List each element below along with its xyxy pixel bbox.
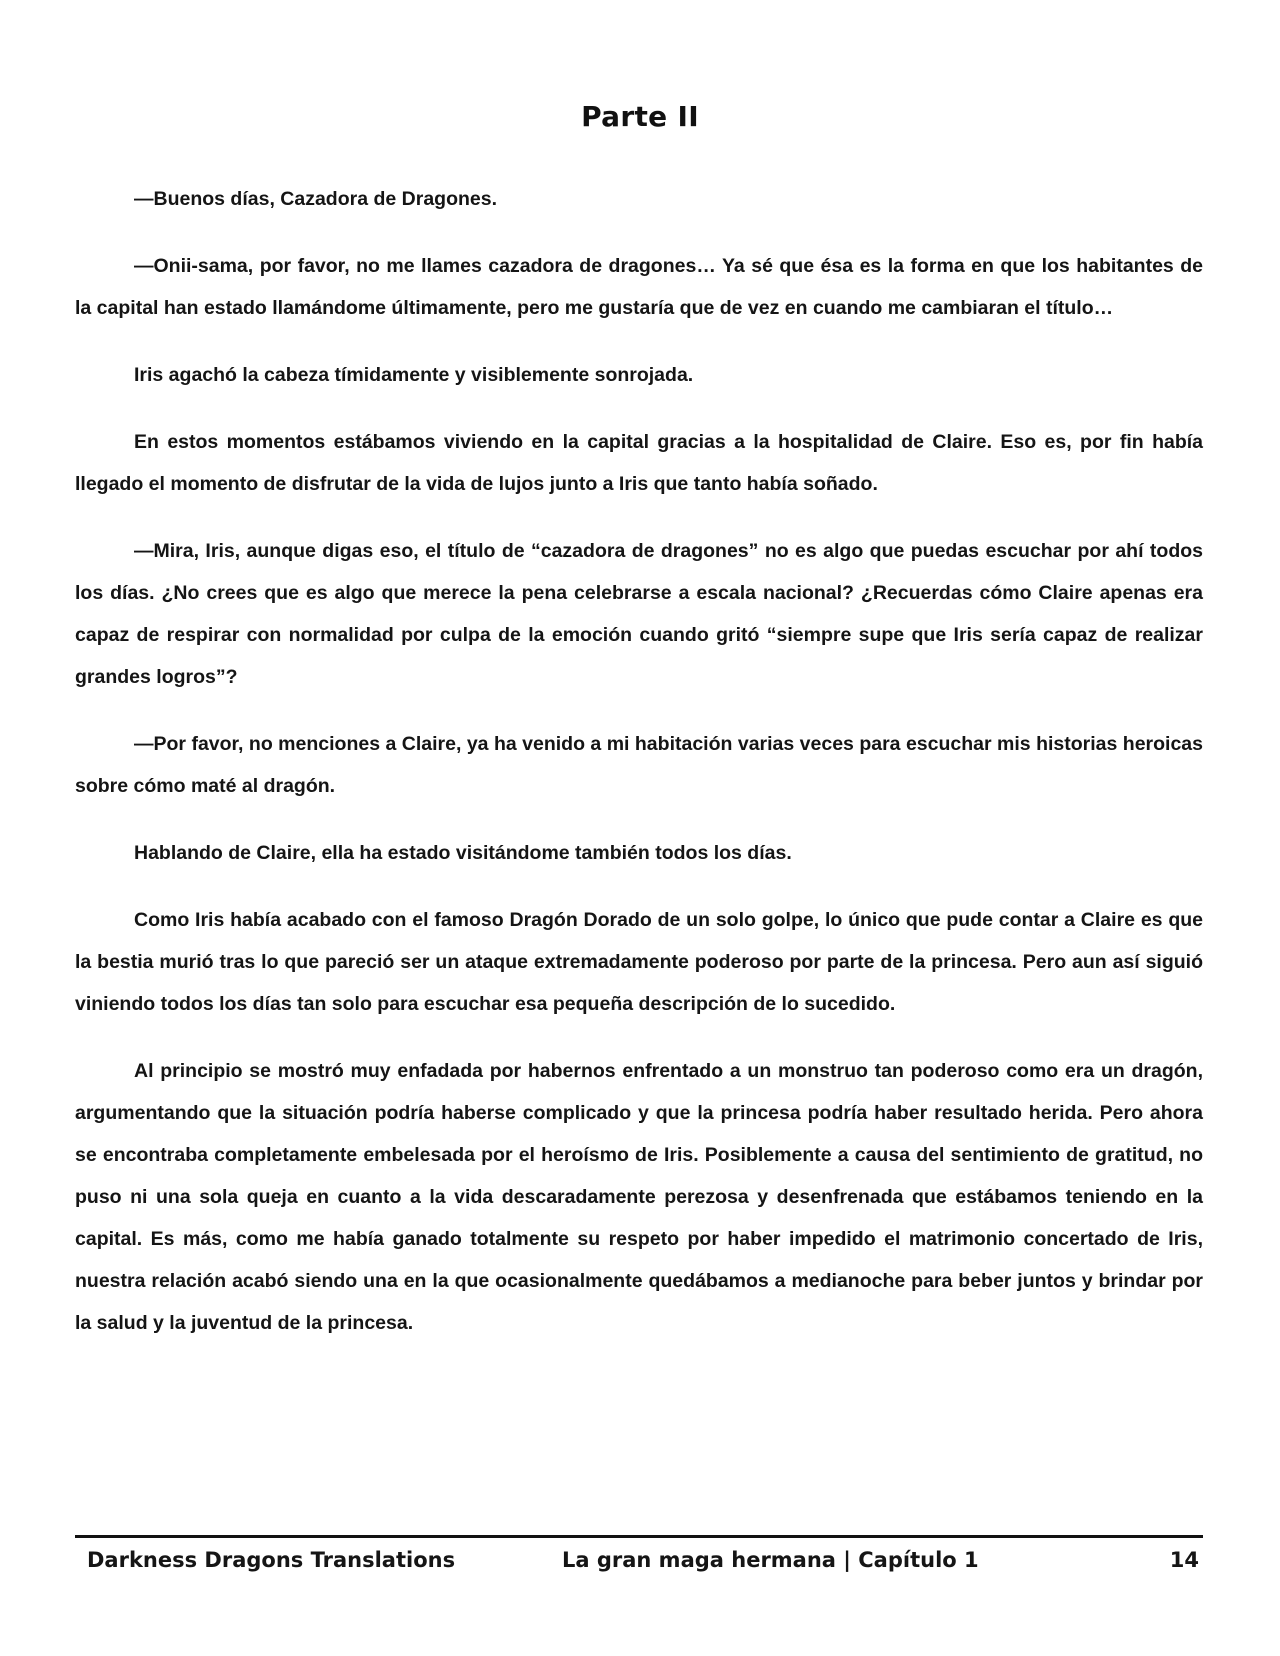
body-text [75,178,1203,1369]
paragraph-3: Iris agachó la cabeza tímidamente y visiblemente sonrojada. [134,364,694,386]
paragraph-9: Al principio se mostró muy enfadada por habernos enfrentado a un monstruo tan poderoso como era un dragón, argumentando que la situación podría haberse complicado y que la princesa podría haber resultado herida. Pero ahora se encontraba completamente embelesada por el heroísmo de Iris. Posiblemente a causa del sentimiento de gratitud, no puso ni una sola queja en cuanto a la vida descaradamente perezosa y desenfrenada que estábamos teniendo en la capital. Es más, como me había ganado totalmente su respeto por haber impedido el matrimonio concertado de Iris, nuestra relación acabó siendo una en la que ocasionalmente quedábamos a medianoche para beber juntos y brindar por la salud y la juventud de la princesa. [75,1060,1203,1334]
paragraph-6: —Por favor, no menciones a Claire, ya ha venido a mi habitación varias veces para escuchar mis historias heroicas sobre cómo maté al dragón. [75,733,1203,797]
paragraph-1: —Buenos días, Cazadora de Dragones. [134,188,498,210]
footer-book-chapter: La gran maga hermana | Capítulo 1 [562,1548,979,1572]
page-footer [75,1548,1203,1578]
paragraph-5: —Mira, Iris, aunque digas eso, el título de “cazadora de dragones” no es algo que puedas escuchar por ahí todos los días. ¿No crees que es algo que merece la pena celebrarse a escala nacional? ¿Recuerdas cómo Claire apenas era capaz de respirar con normalidad por culpa de la emoción cuando gritó “siempre supe que Iris sería capaz de realizar grandes logros”? [75,540,1203,688]
footer-group-name: Darkness Dragons Translations [87,1548,456,1572]
paragraph-8: Como Iris había acabado con el famoso Dragón Dorado de un solo golpe, lo único que pude contar a Claire es que la bestia murió tras lo que pareció ser un ataque extremadamente poderoso por parte de la princesa. Pero aun así siguió viniendo todos los días tan solo para escuchar esa pequeña descripción de lo sucedido. [75,909,1203,1015]
footer-divider [75,1535,1203,1538]
footer-page-number: 14 [1169,1548,1199,1572]
paragraph-2: —Onii-sama, por favor, no me llames cazadora de dragones… Ya sé que ésa es la forma en que los habitantes de la capital han estado llamándome últimamente, pero me gustaría que de vez en cuando me cambiaran el título… [75,255,1203,319]
paragraph-4: En estos momentos estábamos viviendo en la capital gracias a la hospitalidad de Claire. Eso es, por fin había llegado el momento de disfrutar de la vida de lujos junto a Iris que tanto había soñado. [75,431,1203,495]
paragraph-7: Hablando de Claire, ella ha estado visitándome también todos los días. [134,842,792,864]
section-title: Parte II [581,100,699,133]
